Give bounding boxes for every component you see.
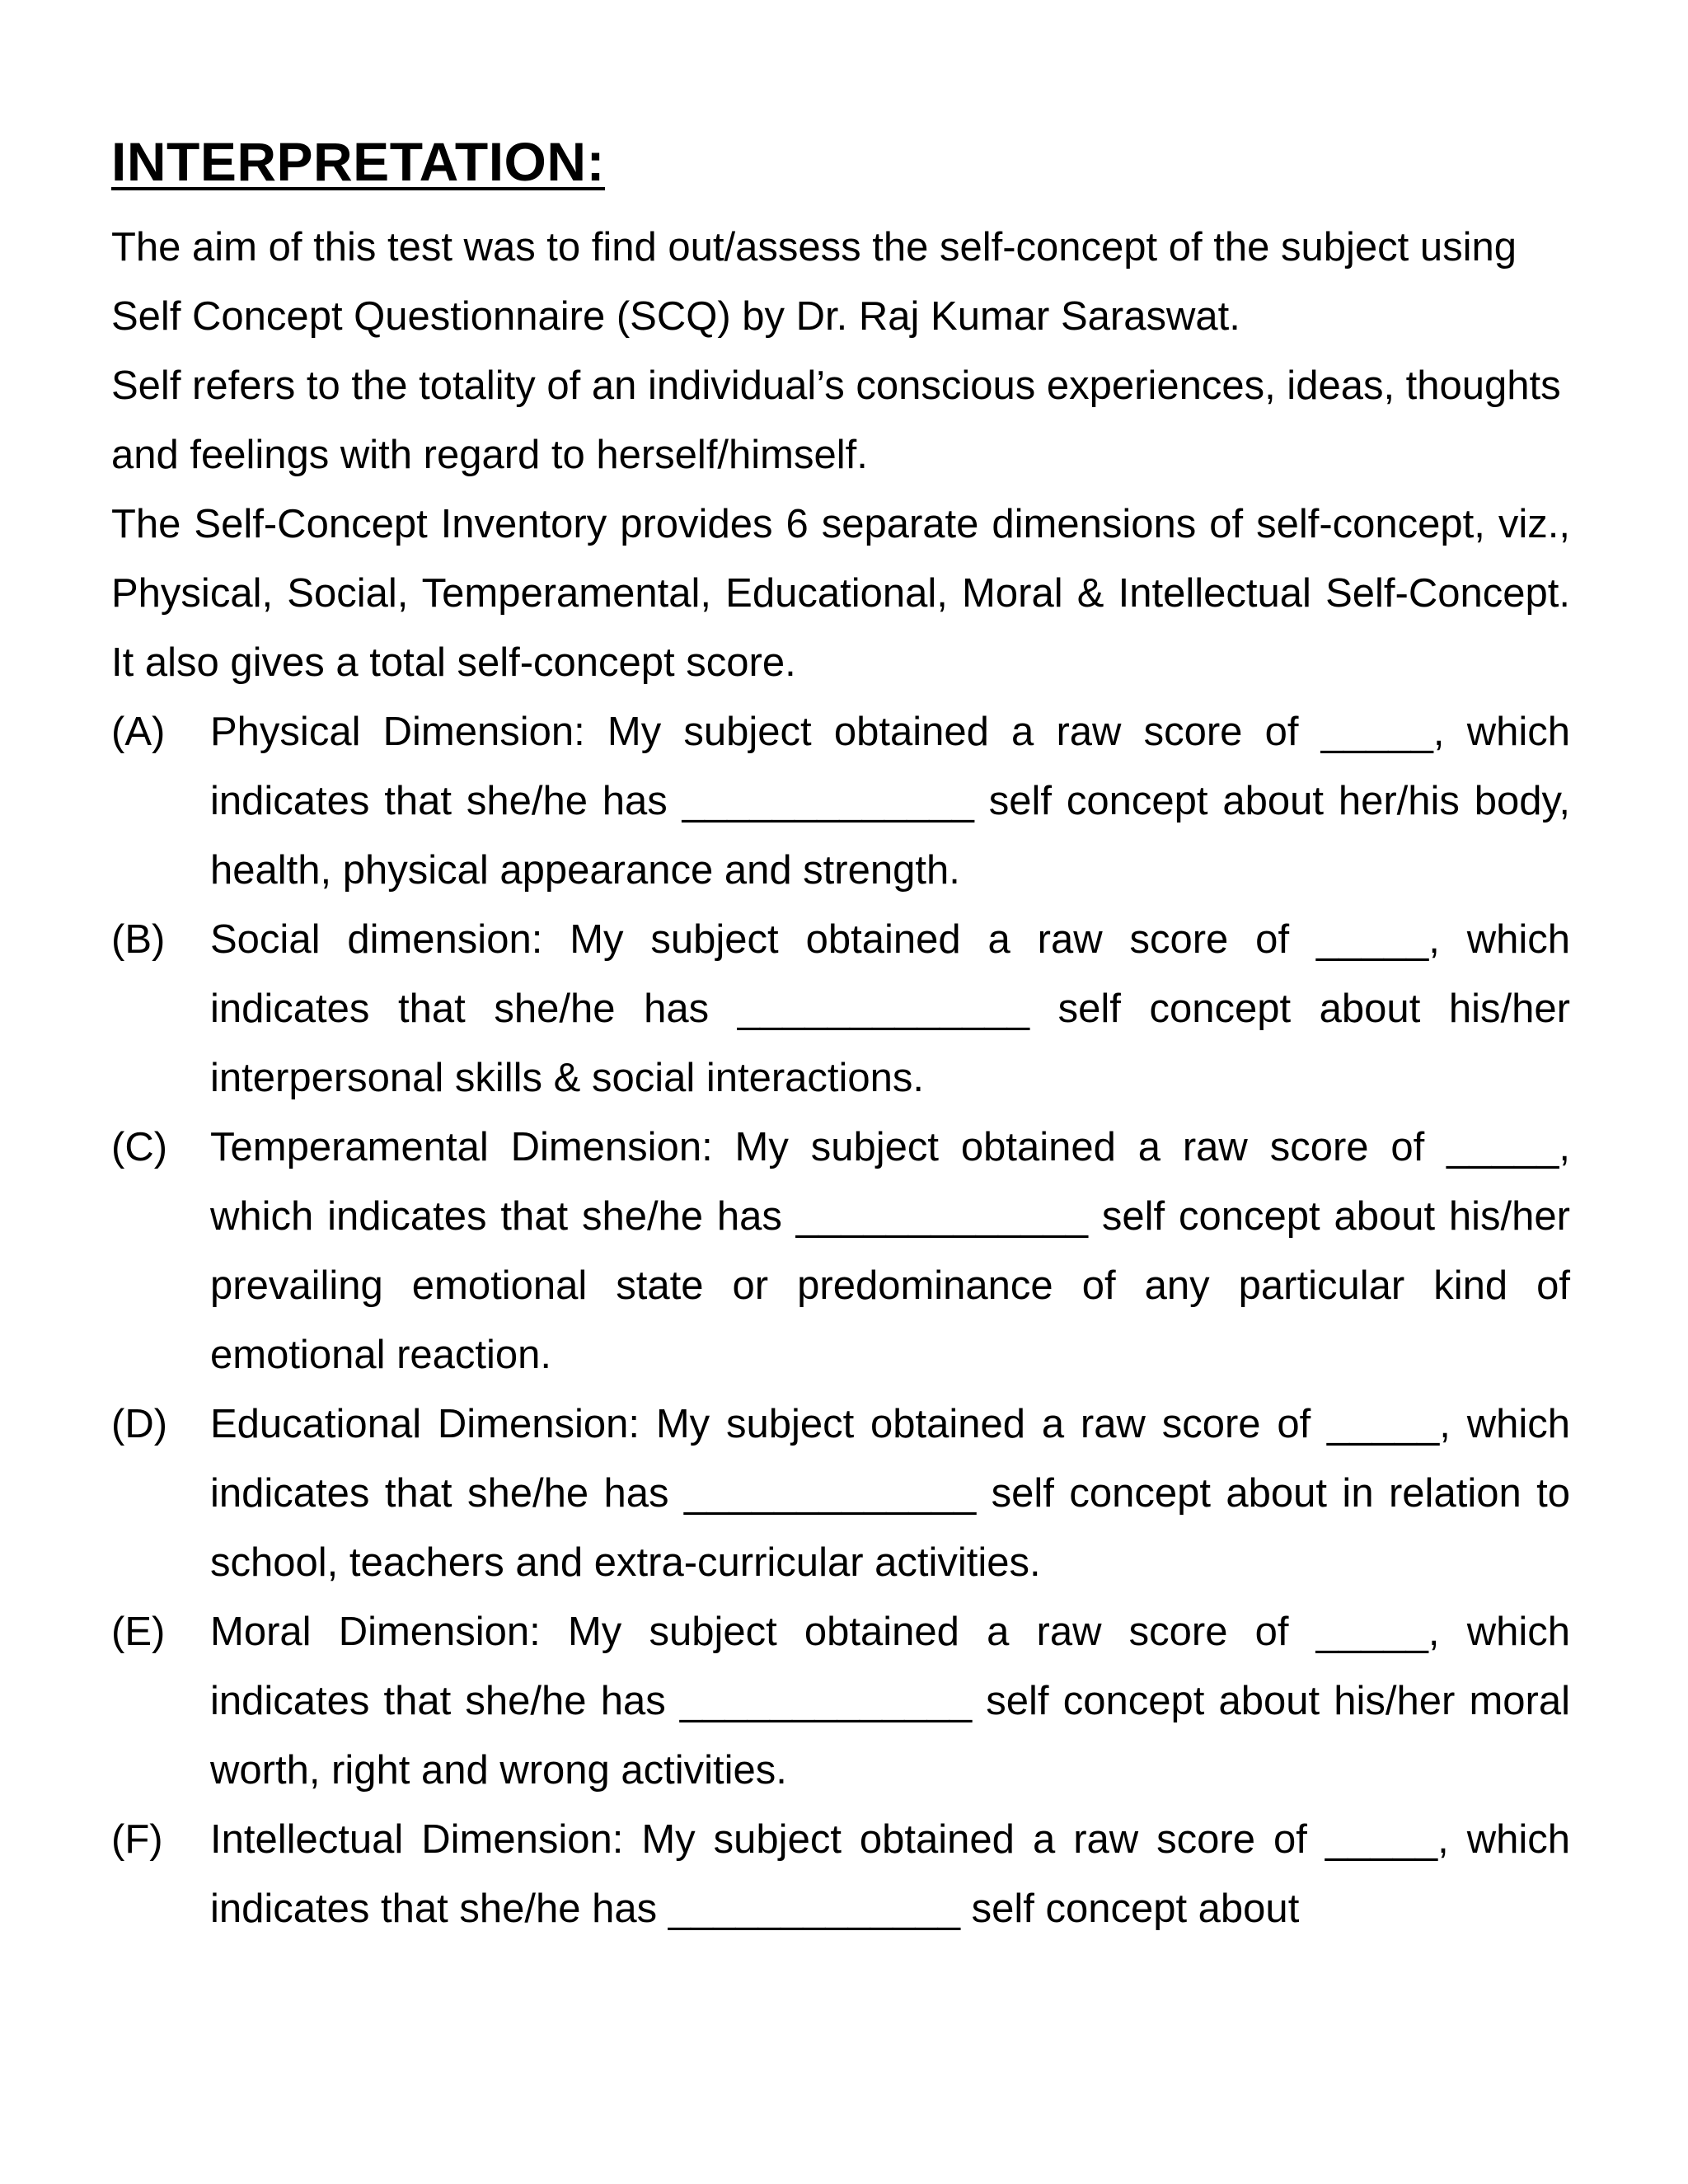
- list-marker: (F): [111, 1817, 163, 1862]
- list-marker: (D): [111, 1402, 168, 1446]
- list-item-educational: [111, 1390, 1570, 1597]
- dimension-list: [111, 697, 1570, 1943]
- list-item-physical: [111, 697, 1570, 905]
- dimension-text: Social dimension: My subject obtained a raw score of _____, which indicates that she/he has _____________ self concept about his/her interpersonal skills & social interactions.: [210, 917, 1570, 1100]
- list-item-moral: [111, 1597, 1570, 1805]
- dimension-text: Physical Dimension: My subject obtained a raw score of _____, which indicates that she/he has _____________ self concept about her/his body, health, physical appearance and strength.: [210, 710, 1570, 893]
- list-marker: (B): [111, 917, 166, 962]
- list-item-temperamental: [111, 1113, 1570, 1390]
- dimension-text: Educational Dimension: My subject obtained a raw score of _____, which indicates that she/he has _____________ self concept about in relation to school, teachers and extra-curricular activities.: [210, 1402, 1570, 1585]
- list-item-intellectual: [111, 1805, 1570, 1943]
- dimension-text: Intellectual Dimension: My subject obtained a raw score of _____, which indicates that she/he has _____________ self concept about: [210, 1817, 1570, 1931]
- list-marker: (C): [111, 1125, 168, 1169]
- list-item-social: [111, 905, 1570, 1113]
- dimension-text: Temperamental Dimension: My subject obtained a raw score of _____, which indicates that she/he has _____________ self concept about his/her prevailing emotional state or predominance of any particular kind of emotional reaction.: [210, 1125, 1570, 1377]
- list-marker: (A): [111, 710, 166, 754]
- intro-paragraph-dimensions: The Self-Concept Inventory provides 6 separate dimensions of self-concept, viz., Physical, Social, Temperamental, Educational, Moral & Intellectual Self-Concept. It also gives a total self-concept score.: [111, 502, 1570, 685]
- intro-paragraph-self: Self refers to the totality of an individual’s conscious experiences, ideas, thoughts and feelings with regard to herself/himself.: [111, 363, 1561, 477]
- intro-paragraph-aim: The aim of this test was to find out/assess the self-concept of the subject using Self Concept Questionnaire (SCQ) by Dr. Raj Kumar Saraswat.: [111, 225, 1517, 339]
- dimension-text: Moral Dimension: My subject obtained a raw score of _____, which indicates that she/he has _____________ self concept about his/her moral worth, right and wrong activities.: [210, 1610, 1570, 1793]
- page-title: INTERPRETATION:: [111, 131, 606, 192]
- list-marker: (E): [111, 1610, 166, 1654]
